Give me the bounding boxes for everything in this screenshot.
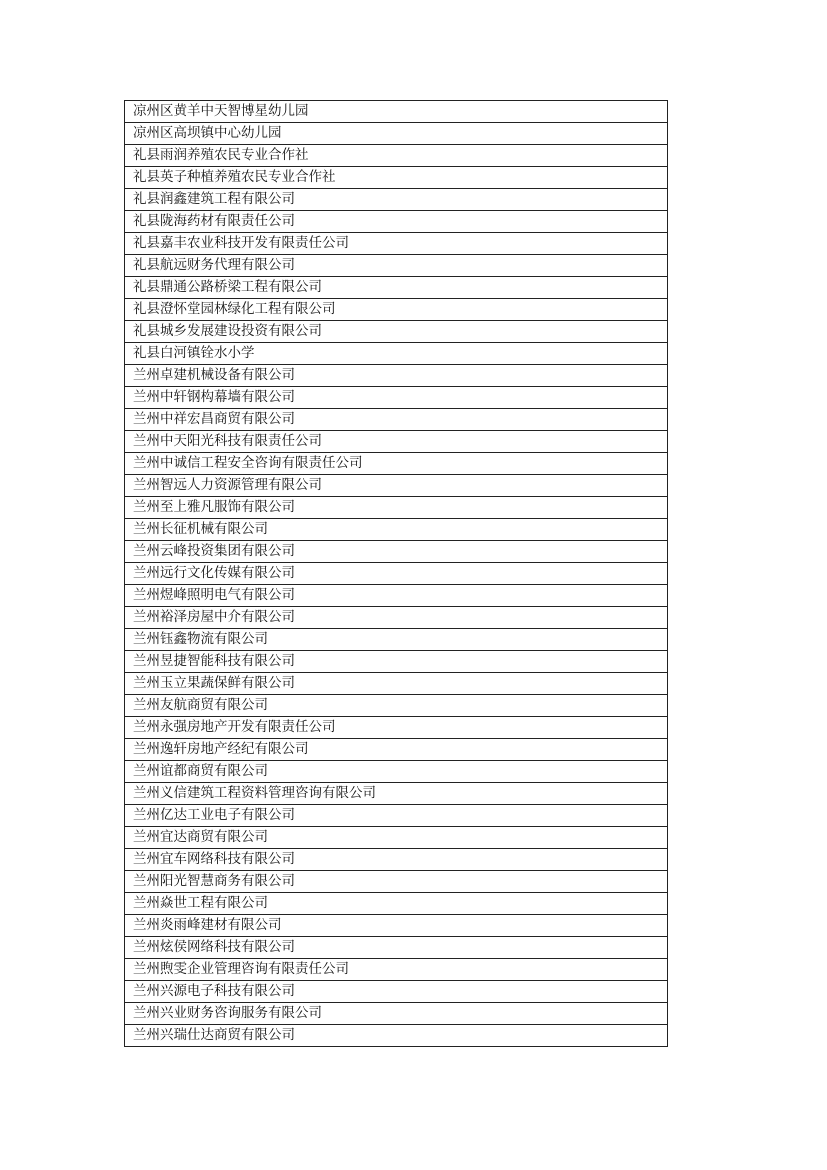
table-row bbox=[125, 827, 668, 849]
table-row bbox=[125, 343, 668, 365]
table-row bbox=[125, 233, 668, 255]
company-name-cell: 兰州卓建机械设备有限公司 bbox=[125, 365, 668, 387]
table-row bbox=[125, 277, 668, 299]
table-row bbox=[125, 761, 668, 783]
table-row bbox=[125, 475, 668, 497]
table-row bbox=[125, 673, 668, 695]
company-name-cell: 礼县陇海药材有限责任公司 bbox=[125, 211, 668, 233]
company-name-cell: 兰州昱捷智能科技有限公司 bbox=[125, 651, 668, 673]
table-row bbox=[125, 321, 668, 343]
company-name-cell: 兰州亿达工业电子有限公司 bbox=[125, 805, 668, 827]
table-row bbox=[125, 255, 668, 277]
table-row bbox=[125, 453, 668, 475]
company-name-cell: 兰州宜达商贸有限公司 bbox=[125, 827, 668, 849]
company-name-cell: 兰州钰鑫物流有限公司 bbox=[125, 629, 668, 651]
company-name-cell: 兰州煦雯企业管理咨询有限责任公司 bbox=[125, 959, 668, 981]
company-name-cell: 礼县白河镇铨水小学 bbox=[125, 343, 668, 365]
company-name-cell: 礼县澄怀堂园林绿化工程有限公司 bbox=[125, 299, 668, 321]
company-name-cell: 兰州远行文化传媒有限公司 bbox=[125, 563, 668, 585]
table-row bbox=[125, 783, 668, 805]
company-name-cell: 兰州炎雨峰建材有限公司 bbox=[125, 915, 668, 937]
table-row bbox=[125, 167, 668, 189]
company-name-cell: 兰州永强房地产开发有限责任公司 bbox=[125, 717, 668, 739]
company-name-cell: 礼县雨润养殖农民专业合作社 bbox=[125, 145, 668, 167]
company-name-cell: 兰州中祥宏昌商贸有限公司 bbox=[125, 409, 668, 431]
table-row bbox=[125, 365, 668, 387]
company-name-cell: 兰州煜峰照明电气有限公司 bbox=[125, 585, 668, 607]
table-row bbox=[125, 915, 668, 937]
table-row bbox=[125, 739, 668, 761]
table-row bbox=[125, 387, 668, 409]
table-row bbox=[125, 607, 668, 629]
table-row bbox=[125, 805, 668, 827]
table-row bbox=[125, 519, 668, 541]
table-row bbox=[125, 101, 668, 123]
table-row bbox=[125, 717, 668, 739]
company-name-cell: 兰州兴业财务咨询服务有限公司 bbox=[125, 1003, 668, 1025]
company-name-cell: 兰州焱世工程有限公司 bbox=[125, 893, 668, 915]
company-name-cell: 兰州谊都商贸有限公司 bbox=[125, 761, 668, 783]
table-row bbox=[125, 211, 668, 233]
table-row bbox=[125, 629, 668, 651]
table-row bbox=[125, 409, 668, 431]
company-name-cell: 兰州逸轩房地产经纪有限公司 bbox=[125, 739, 668, 761]
table-row bbox=[125, 651, 668, 673]
table-row bbox=[125, 871, 668, 893]
company-name-cell: 兰州炫侯网络科技有限公司 bbox=[125, 937, 668, 959]
company-name-cell: 兰州义信建筑工程资料管理咨询有限公司 bbox=[125, 783, 668, 805]
company-name-cell: 兰州智远人力资源管理有限公司 bbox=[125, 475, 668, 497]
company-name-cell: 兰州云峰投资集团有限公司 bbox=[125, 541, 668, 563]
table-row bbox=[125, 123, 668, 145]
company-name-cell: 兰州兴瑞仕达商贸有限公司 bbox=[125, 1025, 668, 1047]
company-name-cell: 兰州中天阳光科技有限责任公司 bbox=[125, 431, 668, 453]
table-row bbox=[125, 497, 668, 519]
company-name-cell: 兰州裕泽房屋中介有限公司 bbox=[125, 607, 668, 629]
table-row bbox=[125, 981, 668, 1003]
table-row bbox=[125, 299, 668, 321]
company-name-cell: 礼县城乡发展建设投资有限公司 bbox=[125, 321, 668, 343]
table-row bbox=[125, 563, 668, 585]
table-row bbox=[125, 695, 668, 717]
company-name-cell: 礼县英子种植养殖农民专业合作社 bbox=[125, 167, 668, 189]
company-name-cell: 兰州宜车网络科技有限公司 bbox=[125, 849, 668, 871]
table-row bbox=[125, 431, 668, 453]
company-name-cell: 礼县嘉丰农业科技开发有限责任公司 bbox=[125, 233, 668, 255]
company-name-cell: 兰州玉立果蔬保鲜有限公司 bbox=[125, 673, 668, 695]
table-row bbox=[125, 189, 668, 211]
company-name-cell: 凉州区黄羊中天智博星幼儿园 bbox=[125, 101, 668, 123]
company-name-cell: 礼县鼎通公路桥梁工程有限公司 bbox=[125, 277, 668, 299]
company-name-cell: 兰州兴源电子科技有限公司 bbox=[125, 981, 668, 1003]
table-row bbox=[125, 541, 668, 563]
company-name-cell: 兰州友航商贸有限公司 bbox=[125, 695, 668, 717]
table-row bbox=[125, 937, 668, 959]
company-name-cell: 兰州中诚信工程安全咨询有限责任公司 bbox=[125, 453, 668, 475]
company-name-cell: 兰州至上雅凡服饰有限公司 bbox=[125, 497, 668, 519]
company-name-cell: 凉州区高坝镇中心幼儿园 bbox=[125, 123, 668, 145]
table-row bbox=[125, 585, 668, 607]
company-name-cell: 礼县润鑫建筑工程有限公司 bbox=[125, 189, 668, 211]
company-name-cell: 兰州阳光智慧商务有限公司 bbox=[125, 871, 668, 893]
company-name-cell: 礼县航远财务代理有限公司 bbox=[125, 255, 668, 277]
table-row bbox=[125, 893, 668, 915]
table-row bbox=[125, 959, 668, 981]
table-row bbox=[125, 1025, 668, 1047]
company-list-table bbox=[124, 100, 668, 1047]
company-name-cell: 兰州长征机械有限公司 bbox=[125, 519, 668, 541]
table-row bbox=[125, 145, 668, 167]
table-row bbox=[125, 849, 668, 871]
company-list-body bbox=[125, 101, 668, 1047]
company-name-cell: 兰州中轩钢构幕墙有限公司 bbox=[125, 387, 668, 409]
table-row bbox=[125, 1003, 668, 1025]
